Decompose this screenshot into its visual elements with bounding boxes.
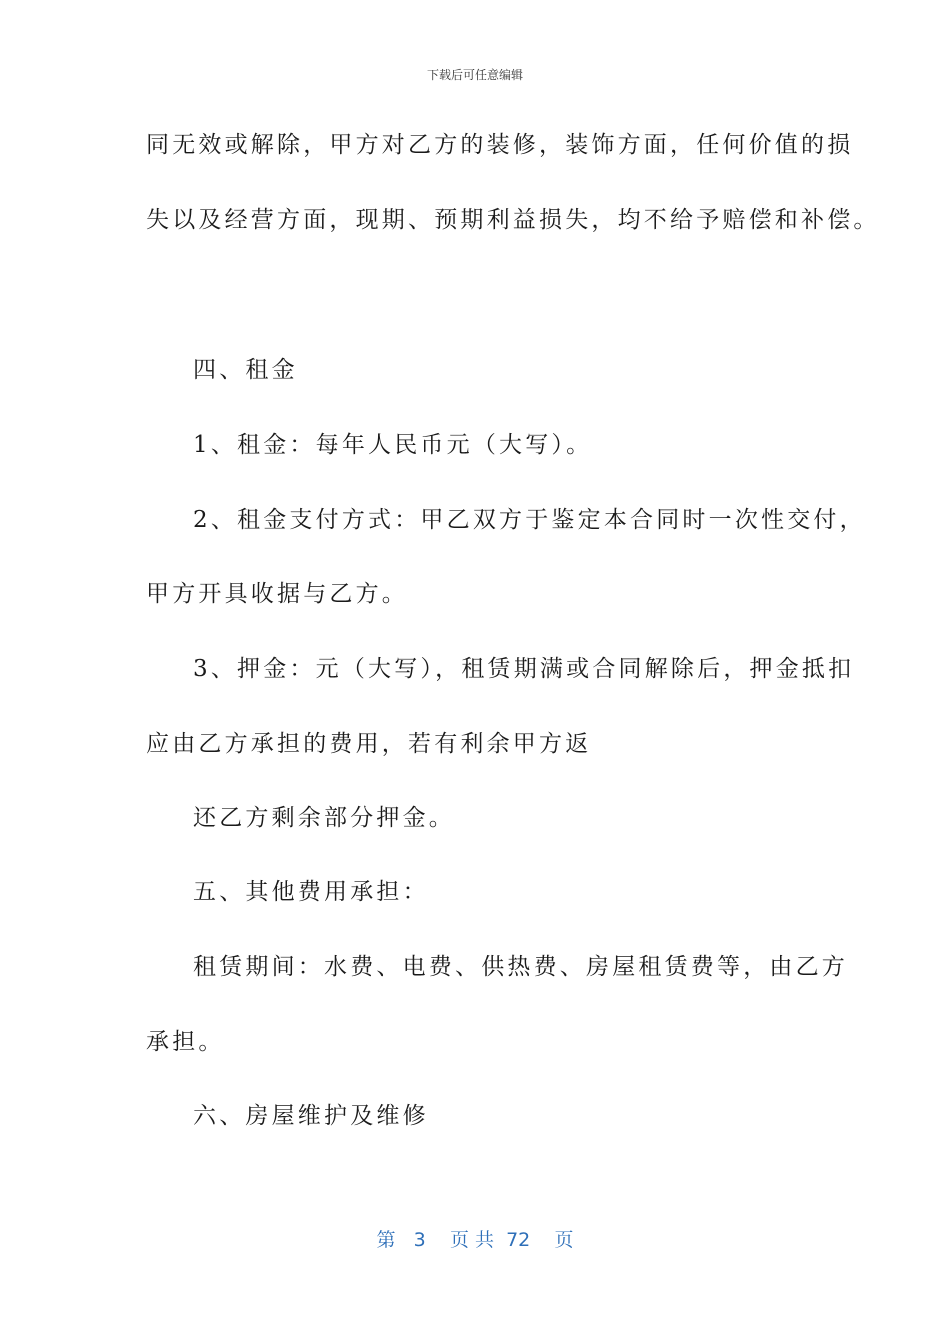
paragraph-line: 失以及经营方面，现期、预期利益损失，均不给予赔偿和补偿。 [146, 207, 880, 233]
footer-prefix: 第 [376, 1229, 396, 1251]
current-page-number: 3 [413, 1229, 426, 1251]
paragraph-line: 租赁期间：水费、电费、供热费、房屋租赁费等，由乙方 [193, 954, 848, 980]
page-header-note: 下载后可任意编辑 [426, 68, 523, 82]
section-heading: 四、租金 [193, 357, 298, 383]
paragraph-line: 甲方开具收据与乙方。 [146, 581, 408, 607]
paragraph-line: 还乙方剩余部分押金。 [193, 805, 455, 831]
paragraph-line: 同无效或解除，甲方对乙方的装修，装饰方面，任何价值的损 [146, 132, 854, 158]
section-heading: 五、其他费用承担： [193, 879, 429, 905]
footer-middle: 页 共 [449, 1229, 494, 1251]
paragraph-line: 承担。 [146, 1029, 225, 1055]
paragraph-line: 3、押金：元（大写），租赁期满或合同解除后，押金抵扣 [193, 656, 855, 682]
page-footer [0, 1225, 950, 1252]
paragraph-line: 应由乙方承担的费用，若有利余甲方返 [146, 731, 592, 757]
footer-suffix: 页 [554, 1229, 574, 1251]
total-pages-number: 72 [506, 1229, 531, 1251]
paragraph-line: 1、租金：每年人民币元（大写）。 [193, 432, 593, 458]
paragraph-line: 2、租金支付方式：甲乙双方于鉴定本合同时一次性交付， [193, 507, 866, 533]
section-heading: 六、房屋维护及维修 [193, 1103, 429, 1129]
